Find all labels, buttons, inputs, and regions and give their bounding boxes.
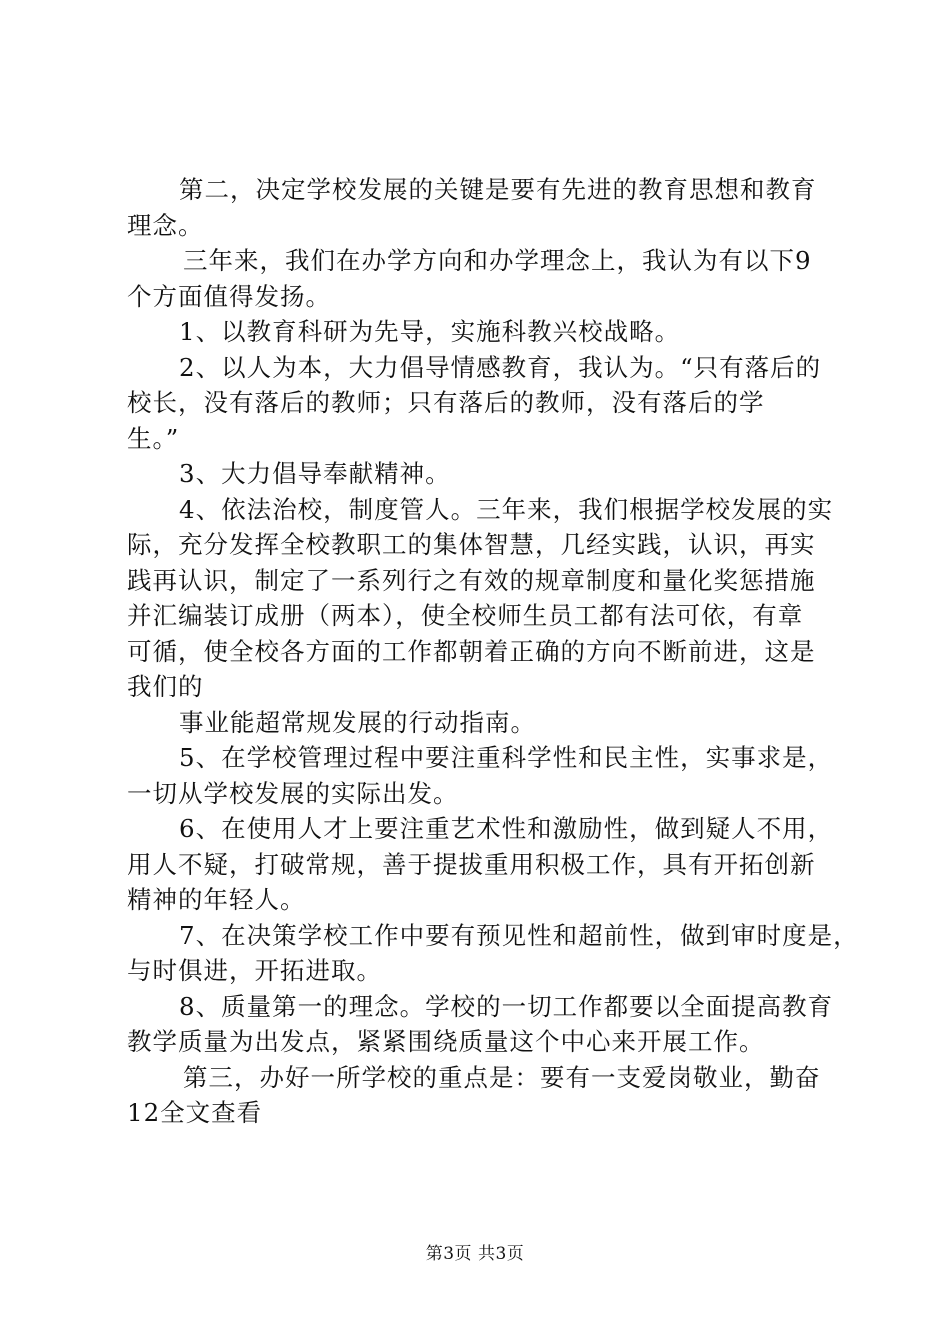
list-item-1: 1、以教育科研为先导，实施科教兴校战略。 (179, 317, 681, 346)
list-item-8: 8、质量第一的理念。学校的一切工作都要以全面提高教育 (179, 991, 834, 1021)
list-item-7: 7、在决策学校工作中要有预见性和超前性，做到审时度是， (179, 920, 859, 950)
page-number-footer: 第3页 共3页 (425, 1244, 525, 1264)
text-line: 第三，办好一所学校的重点是：要有一支爱岗敬业，勤奋 (183, 1062, 821, 1092)
text-line: 校长，没有落后的教师；只有落后的教师，没有落后的学 (127, 388, 765, 417)
text-line: 事业能超常规发展的行动指南。 (179, 707, 536, 737)
text-line: 个方面值得发扬。 (127, 281, 331, 311)
text-line: 我们的 (127, 672, 204, 701)
text-line: 际，充分发挥全校教职工的集体智慧，几经实践，认识，再实 (127, 530, 816, 559)
text-line: 精神的年轻人。 (127, 885, 306, 914)
text-line: 第二，决定学校发展的关键是要有先进的教育思想和教育 (179, 175, 817, 204)
text-line: 践再认识，制定了一系列行之有效的规章制度和量化奖惩措施 (127, 565, 816, 595)
list-item-2: 2、以人为本，大力倡导情感教育，我认为。“只有落后的 (179, 352, 822, 382)
text-line: 教学质量为出发点，紧紧围绕质量这个中心来开展工作。 (127, 1027, 765, 1056)
view-full-text-link[interactable]: 12全文查看 (127, 1098, 263, 1127)
list-item-6: 6、在使用人才上要注重艺术性和激励性，做到疑人不用， (179, 814, 834, 843)
text-line: 生。” (127, 423, 180, 453)
list-item-3: 3、大力倡导奉献精神。 (179, 459, 451, 488)
document-body (127, 172, 859, 1131)
text-line: 三年来，我们在办学方向和办学理念上，我认为有以下9 (183, 246, 812, 275)
list-item-5: 5、在学校管理过程中要注重科学性和民主性，实事求是， (179, 743, 834, 772)
text-line: 并汇编装订成册（两本），使全校师生员工都有法可依，有章 (127, 601, 804, 630)
text-line: 可循，使全校各方面的工作都朝着正确的方向不断前进，这是 (127, 636, 816, 666)
text-line: 一切从学校发展的实际出发。 (127, 778, 459, 808)
text-line: 用人不疑，打破常规，善于提拔重用积极工作，具有开拓创新 (127, 849, 816, 879)
list-item-4: 4、依法治校，制度管人。三年来，我们根据学校发展的实 (179, 494, 834, 524)
text-line: 与时俱进，开拓进取。 (127, 956, 382, 985)
text-line: 理念。 (127, 210, 204, 240)
